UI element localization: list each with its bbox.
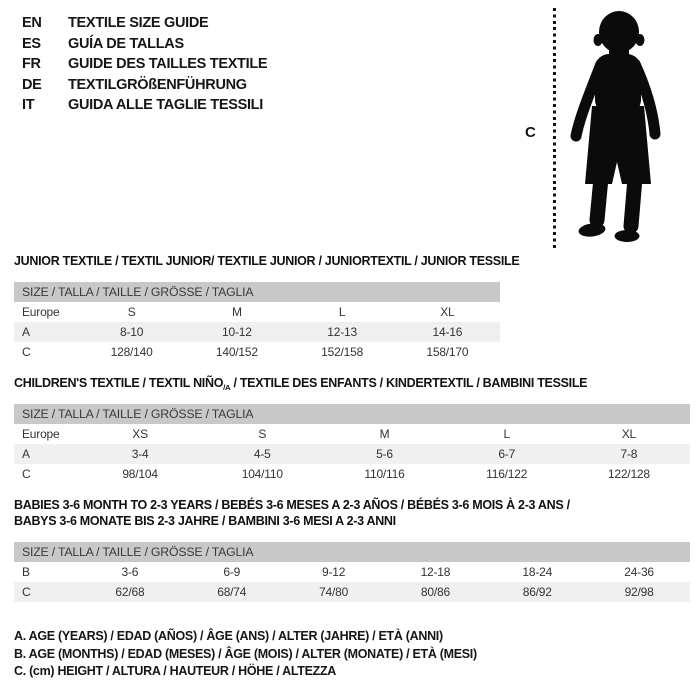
table-cell: 6-9 bbox=[223, 565, 241, 579]
table-cell: 110/116 bbox=[364, 467, 405, 481]
table-cell: 3-6 bbox=[121, 565, 139, 579]
language-label: GUÍA DE TALLAS bbox=[68, 35, 184, 52]
size-header-bar: SIZE / TALLA / TAILLE / GRÖSSE / TAGLIA bbox=[14, 542, 690, 562]
table-row bbox=[14, 302, 500, 322]
row-label: A bbox=[22, 325, 30, 339]
legend-line: B. AGE (MONTHS) / EDAD (MESES) / ÂGE (MOIS) / ALTER (MONATE) / ETÀ (MESI) bbox=[14, 646, 477, 661]
size-table bbox=[14, 562, 690, 602]
table-cell: 6-7 bbox=[498, 447, 516, 461]
title-text: CHILDREN'S TEXTILE / TEXTIL NIÑO bbox=[14, 376, 224, 390]
table-cell: 128/140 bbox=[110, 345, 153, 359]
table-cell: 68/74 bbox=[217, 585, 247, 599]
table-cell: 116/122 bbox=[486, 467, 528, 481]
section-title bbox=[14, 375, 690, 391]
title-text: / TEXTILE DES ENFANTS / KINDERTEXTIL / BAMBINI TESSILE bbox=[230, 376, 588, 390]
table-cell: L bbox=[503, 427, 510, 441]
table-cell: 74/80 bbox=[319, 585, 349, 599]
section-title-line bbox=[14, 497, 690, 513]
size-header-bar: SIZE / TALLA / TAILLE / GRÖSSE / TAGLIA bbox=[14, 404, 690, 424]
language-title-list bbox=[22, 13, 267, 116]
row-label: C bbox=[22, 345, 31, 359]
table-cell: 122/128 bbox=[607, 467, 650, 481]
table-cell: 18-24 bbox=[522, 565, 553, 579]
legend-line: A. AGE (YEARS) / EDAD (AÑOS) / ÂGE (ANS) / ALTER (JAHRE) / ETÀ (ANNI) bbox=[14, 629, 443, 643]
table-row bbox=[14, 464, 690, 484]
language-code: DE bbox=[22, 76, 42, 93]
legend-line: C. (cm) HEIGHT / ALTURA / HAUTEUR / HÖHE / ALTEZZA bbox=[14, 664, 337, 678]
table-cell: 158/170 bbox=[426, 345, 469, 359]
table-cell: XL bbox=[440, 305, 455, 319]
language-code: IT bbox=[22, 97, 35, 114]
size-table bbox=[14, 302, 500, 362]
table-row bbox=[14, 562, 690, 582]
table-cell: S bbox=[127, 305, 136, 319]
title-text: BABIES 3-6 MONTH TO 2-3 YEARS / BEBÉS 3-6 MESES A 2-3 AÑOS / BÉBÉS 3-6 MOIS À 2-3 ANS / bbox=[14, 498, 570, 512]
table-cell: 5-6 bbox=[376, 447, 393, 461]
table-cell: 3-4 bbox=[131, 447, 149, 461]
table-cell: M bbox=[231, 305, 242, 319]
table-row bbox=[14, 424, 690, 444]
language-code: ES bbox=[22, 35, 41, 52]
toddler-height-figure bbox=[505, 4, 691, 256]
title-text: BABYS 3-6 MONATE BIS 2-3 JAHRE / BAMBINI 3-6 MESI A 2-3 ANNI bbox=[14, 514, 396, 528]
title-text: JUNIOR TEXTILE / TEXTIL JUNIOR/ TEXTILE JUNIOR / JUNIORTEXTIL / JUNIOR TESSILE bbox=[14, 254, 520, 268]
size-section-children bbox=[14, 375, 690, 484]
table-cell: 8-10 bbox=[120, 325, 144, 339]
language-row bbox=[22, 34, 267, 55]
table-cell: 12-13 bbox=[327, 325, 357, 339]
section-title-line bbox=[14, 375, 690, 391]
table-row bbox=[14, 444, 690, 464]
table-cell: 98/104 bbox=[122, 467, 158, 481]
section-title-line bbox=[14, 513, 690, 529]
size-table bbox=[14, 424, 690, 484]
table-cell: 104/110 bbox=[241, 467, 283, 481]
table-cell: 10-12 bbox=[222, 325, 252, 339]
section-title bbox=[14, 497, 690, 529]
table-cell: 4-5 bbox=[253, 447, 271, 461]
table-cell: 12-18 bbox=[420, 565, 451, 579]
table-cell: 9-12 bbox=[321, 565, 346, 579]
size-section-junior bbox=[14, 253, 690, 362]
row-label: C bbox=[22, 467, 31, 481]
table-cell: 24-36 bbox=[624, 565, 654, 579]
table-cell: 62/68 bbox=[115, 585, 145, 599]
language-label: GUIDE DES TAILLES TEXTILE bbox=[68, 56, 268, 73]
table-cell: XS bbox=[132, 427, 148, 441]
table-cell: 92/98 bbox=[624, 585, 654, 599]
row-label: A bbox=[22, 447, 30, 461]
table-cell: 86/92 bbox=[522, 585, 552, 599]
table-cell: L bbox=[338, 305, 346, 319]
height-measure-dotted-line bbox=[553, 8, 556, 248]
table-cell: 80/86 bbox=[420, 585, 450, 599]
section-title-line bbox=[14, 253, 690, 269]
language-row bbox=[22, 75, 267, 96]
table-cell: XL bbox=[621, 427, 637, 441]
language-code: EN bbox=[22, 15, 42, 31]
language-row bbox=[22, 54, 267, 75]
table-row bbox=[14, 322, 500, 342]
height-measure-label: C bbox=[525, 124, 536, 141]
language-label: GUIDA ALLE TAGLIE TESSILI bbox=[68, 97, 263, 114]
row-label: B bbox=[22, 565, 30, 579]
row-label: Europe bbox=[22, 305, 60, 319]
table-row bbox=[14, 582, 690, 602]
language-row bbox=[22, 95, 267, 116]
table-cell: S bbox=[258, 427, 267, 441]
table-row bbox=[14, 342, 500, 362]
table-cell: M bbox=[379, 427, 390, 441]
table-cell: 14-16 bbox=[432, 325, 463, 339]
legend bbox=[14, 628, 690, 681]
toddler-silhouette-icon bbox=[563, 6, 671, 246]
language-label: TEXTILE SIZE GUIDE bbox=[68, 15, 209, 31]
section-title bbox=[14, 253, 690, 269]
table-cell: 152/158 bbox=[321, 345, 364, 359]
language-row bbox=[22, 13, 267, 34]
size-section-babies bbox=[14, 497, 690, 602]
row-label: C bbox=[22, 585, 31, 599]
size-tables-area bbox=[14, 253, 690, 681]
row-label: Europe bbox=[22, 427, 60, 441]
size-header-bar: SIZE / TALLA / TAILLE / GRÖSSE / TAGLIA bbox=[14, 282, 500, 302]
table-cell: 140/152 bbox=[215, 345, 258, 359]
language-label: TEXTILGRÖßENFÜHRUNG bbox=[68, 76, 247, 93]
language-code: FR bbox=[22, 56, 41, 73]
title-text: /A bbox=[223, 383, 231, 392]
table-cell: 7-8 bbox=[620, 447, 638, 461]
